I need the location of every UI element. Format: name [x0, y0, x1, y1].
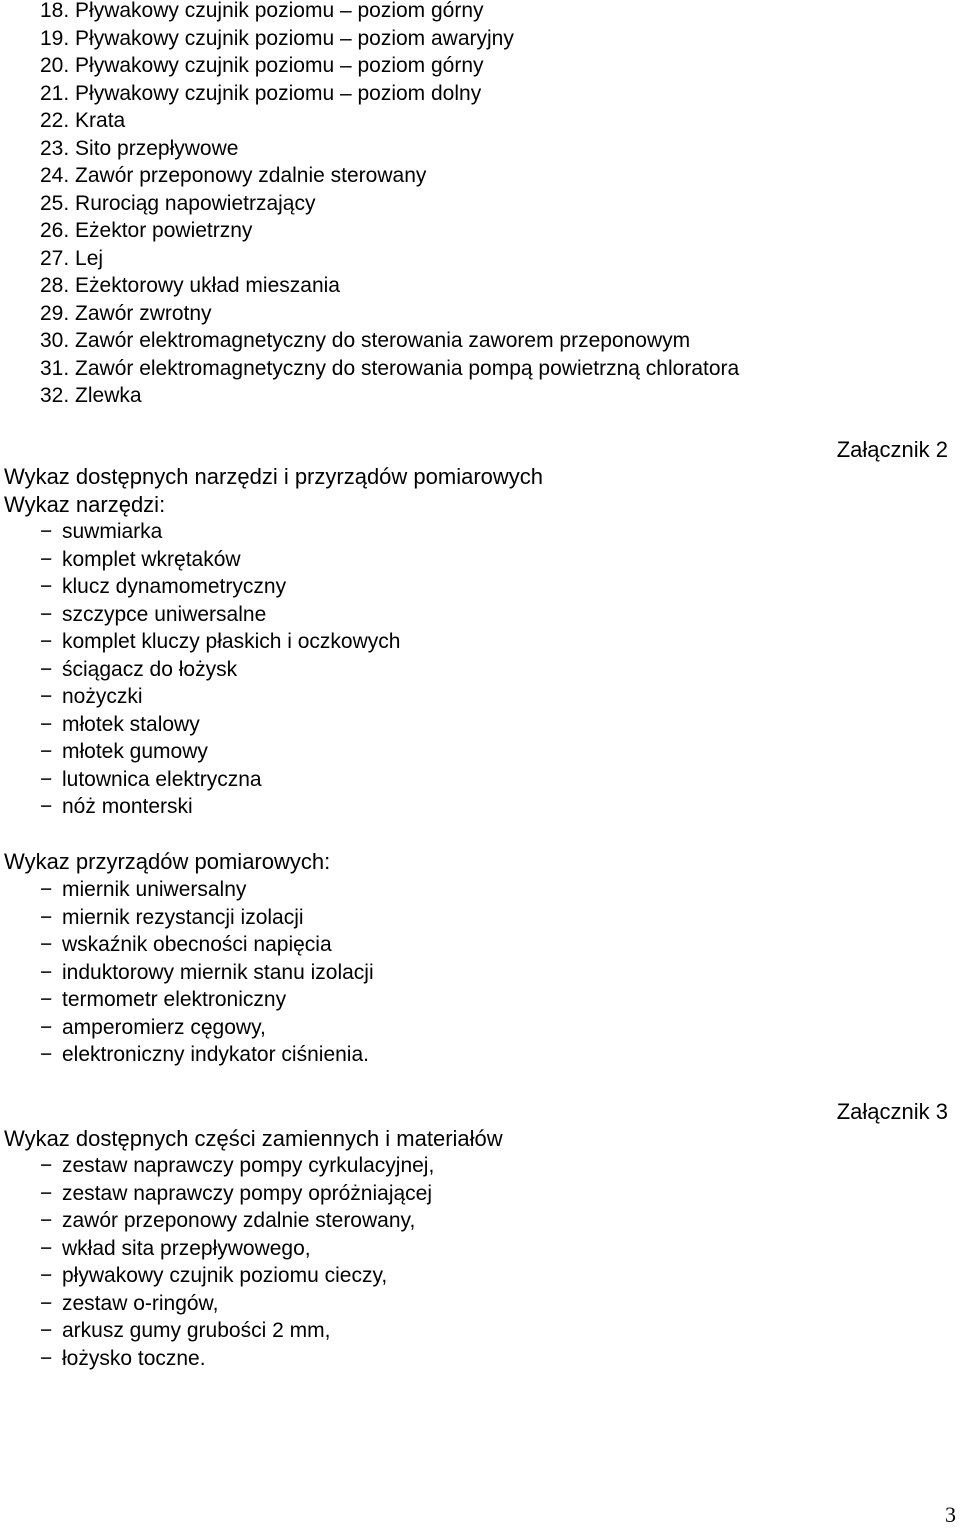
list-item: [40, 959, 374, 987]
spare-parts-list: [40, 1152, 434, 1372]
list-item-text: szczypce uniwersalne: [62, 602, 267, 626]
annex-3-title: Wykaz dostępnych części zamiennych i materiałów: [4, 1126, 503, 1151]
list-item: [40, 601, 400, 629]
list-item: [40, 1290, 434, 1318]
page-number: 3: [945, 1502, 956, 1527]
annex-2-label: Załącznik 2: [836, 437, 948, 462]
dash-bullet: −: [40, 878, 53, 901]
dash-bullet: −: [40, 520, 53, 543]
dash-bullet: −: [40, 1319, 53, 1342]
list-item-text: amperomierz cęgowy,: [62, 1015, 266, 1039]
list-item-text: zawór przeponowy zdalnie sterowany,: [62, 1209, 416, 1232]
dash-bullet: −: [40, 988, 53, 1011]
list-item: [40, 711, 400, 739]
dash-bullet: −: [40, 575, 53, 598]
list-item: [40, 1207, 434, 1235]
list-item: [40, 573, 400, 601]
list-item-text: ściągacz do łożysk: [62, 657, 238, 681]
dash-bullet: −: [40, 767, 53, 791]
numbered-list-item: 21. Pływakowy czujnik poziomu – poziom dolny: [40, 81, 482, 105]
list-item-text: nożyczki: [62, 685, 143, 708]
list-item: [40, 931, 374, 959]
dash-bullet: −: [40, 905, 53, 929]
list-item-text: suwmiarka: [62, 520, 163, 543]
dash-bullet: −: [40, 630, 53, 653]
list-item: [40, 628, 400, 656]
list-item: [40, 1041, 374, 1069]
list-item: [40, 1152, 434, 1180]
list-item: [40, 1014, 374, 1042]
numbered-list-item: 32. Zlewka: [40, 384, 142, 407]
list-item: [40, 546, 400, 574]
list-item-text: miernik rezystancji izolacji: [62, 905, 304, 929]
numbered-list-item: 26. Eżektor powietrzny: [40, 219, 253, 242]
dash-bullet: −: [40, 1043, 53, 1066]
numbered-list-item: 28. Eżektorowy układ mieszania: [40, 274, 340, 297]
list-item: [40, 1262, 434, 1290]
list-item: [40, 738, 400, 766]
list-item: [40, 683, 400, 711]
list-item: [40, 1180, 434, 1208]
list-item: [40, 1345, 434, 1373]
dash-bullet: −: [40, 1209, 53, 1232]
list-item: [40, 1235, 434, 1263]
list-item-text: wskaźnik obecności napięcia: [62, 933, 332, 956]
dash-bullet: −: [40, 1015, 53, 1039]
list-item-text: zestaw naprawczy pompy cyrkulacyjnej,: [62, 1154, 435, 1177]
tools-list: [40, 518, 400, 821]
instruments-list: [40, 876, 374, 1069]
numbered-list-item: 27. Lej: [40, 246, 104, 270]
list-item: [40, 876, 374, 904]
annex-3-label: Załącznik 3: [836, 1099, 948, 1124]
list-item-text: wkład sita przepływowego,: [62, 1236, 311, 1260]
dash-bullet: −: [40, 602, 53, 626]
list-item-text: komplet kluczy płaskich i oczkowych: [62, 630, 401, 653]
numbered-list-item: 18. Pływakowy czujnik poziomu – poziom górny: [40, 0, 484, 22]
dash-bullet: −: [40, 1264, 53, 1287]
list-item-text: klucz dynamometryczny: [62, 575, 287, 598]
list-item-text: zestaw naprawczy pompy opróżniającej: [62, 1181, 433, 1205]
list-item-text: zestaw o-ringów,: [62, 1291, 219, 1315]
dash-bullet: −: [40, 712, 53, 736]
dash-bullet: −: [40, 1154, 53, 1177]
dash-bullet: −: [40, 740, 53, 763]
list-item: [40, 904, 374, 932]
list-item-text: elektroniczny indykator ciśnienia.: [62, 1043, 369, 1066]
numbered-list-item: 23. Sito przepływowe: [40, 136, 239, 160]
numbered-list-item: 31. Zawór elektromagnetyczny do sterowania pompą powietrzną chloratora: [40, 356, 740, 380]
dash-bullet: −: [40, 657, 53, 681]
numbered-list-item: 19. Pływakowy czujnik poziomu – poziom awaryjny: [40, 26, 514, 50]
list-item-text: lutownica elektryczna: [62, 767, 262, 791]
dash-bullet: −: [40, 960, 53, 984]
list-item-text: komplet wkrętaków: [62, 547, 241, 571]
list-item: [40, 793, 400, 821]
list-item-text: miernik uniwersalny: [62, 878, 247, 901]
list-item-text: pływakowy czujnik poziomu cieczy,: [62, 1264, 388, 1287]
list-item-text: arkusz gumy grubości 2 mm,: [62, 1319, 331, 1342]
tools-heading: Wykaz narzędzi:: [4, 492, 166, 517]
numbered-list-item: 25. Rurociąg napowietrzający: [40, 191, 316, 215]
dash-bullet: −: [40, 1291, 53, 1315]
list-item-text: młotek gumowy: [62, 740, 208, 763]
numbered-list-item: 29. Zawór zwrotny: [40, 301, 212, 325]
list-item: [40, 766, 400, 794]
dash-bullet: −: [40, 1181, 53, 1205]
numbered-list-item: 30. Zawór elektromagnetyczny do sterowania zaworem przeponowym: [40, 329, 691, 352]
list-item: [40, 986, 374, 1014]
list-item-text: induktorowy miernik stanu izolacji: [62, 960, 374, 984]
list-item: [40, 518, 400, 546]
list-item-text: łożysko toczne.: [62, 1346, 206, 1370]
dash-bullet: −: [40, 547, 53, 571]
dash-bullet: −: [40, 685, 53, 708]
dash-bullet: −: [40, 1236, 53, 1260]
list-item: [40, 1317, 434, 1345]
dash-bullet: −: [40, 933, 53, 956]
numbered-list-item: 24. Zawór przeponowy zdalnie sterowany: [40, 164, 427, 187]
list-item-text: nóż monterski: [62, 795, 193, 818]
numbered-list-item: 20. Pływakowy czujnik poziomu – poziom górny: [40, 54, 484, 77]
instruments-heading: Wykaz przyrządów pomiarowych:: [4, 849, 331, 874]
list-item-text: termometr elektroniczny: [62, 988, 287, 1011]
dash-bullet: −: [40, 1346, 53, 1370]
numbered-list-item: 22. Krata: [40, 109, 126, 132]
list-item: [40, 656, 400, 684]
list-item-text: młotek stalowy: [62, 712, 200, 736]
annex-2-title: Wykaz dostępnych narzędzi i przyrządów pomiarowych: [4, 464, 544, 489]
numbered-list: [40, 0, 739, 410]
dash-bullet: −: [40, 795, 53, 818]
